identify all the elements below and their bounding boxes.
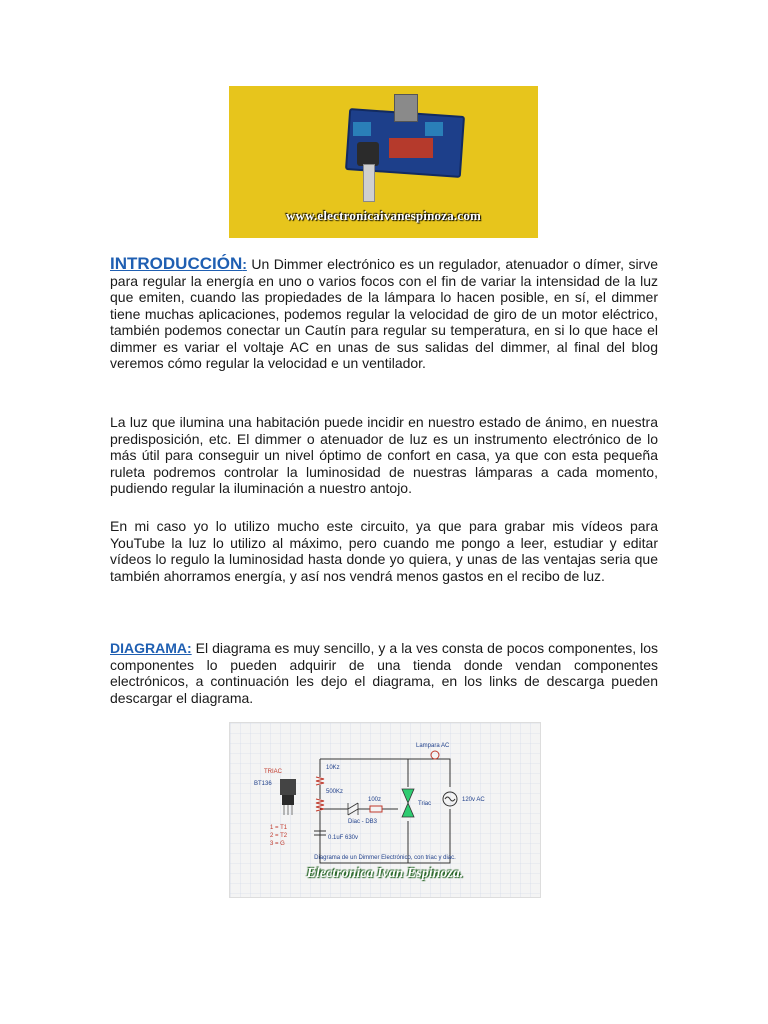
paragraph-3: En mi caso yo lo utilizo mucho este circuito, ya que para grabar mis vídeos para YouTube la luz lo utilizo al máximo, pero cuando me pongo a leer, estudiar y editar vídeos lo regulo la luminosidad hasta donde yo quiera, y unas de las ventajas seria que también ahorramos energía, y así nos vendrá menos gastos en el recibo de luz. [110, 518, 658, 584]
diagram-paragraph [110, 640, 658, 706]
capacitor [389, 138, 433, 158]
triac-symbol-label: Triac [418, 801, 432, 807]
triac-label: TRIAC [264, 769, 282, 775]
triac-heatsink [394, 94, 418, 122]
pin-label-1: 1 = T1 [270, 825, 288, 831]
potentiometer [357, 142, 379, 166]
lamp-label: Lampara AC [416, 743, 450, 749]
r1-label: 10Kz [326, 765, 340, 771]
terminal-block-left [353, 122, 371, 136]
intro-heading: INTRODUCCIÓN: [110, 254, 247, 273]
r2-label: 100z [368, 797, 382, 803]
bt136-label: BT136 [254, 781, 272, 787]
pin-label-2: 2 = T2 [270, 833, 288, 839]
source-label: 120v AC [462, 797, 485, 803]
diagram-watermark: Electronica Ivan Espinoza. [306, 866, 464, 881]
diac-label: Diac - DB3 [348, 819, 378, 825]
intro-paragraph [110, 256, 658, 372]
photo-watermark: www.electronicaivanespinoza.com [285, 208, 482, 223]
diagram-text: El diagrama es muy sencillo, y a la ves consta de pocos componentes, los componentes lo pueden adquirir de una tienda donde vendan componentes electrónicos, a continuación les dejo el diagrama, en los links de descarga pueden descargar el diagrama. [110, 640, 658, 706]
pot-label: 500Kz [326, 789, 344, 795]
circuit-diagram-image [229, 722, 541, 898]
intro-text: Un Dimmer electrónico es un regulador, atenuador o dímer, sirve para regular la energía en uno o varios focos con el fin de variar la intensidad de la luz que emiten, cuando las propiedades de la lámpara lo hacen posible, en sí, el dimmer tiene muchas aplicaciones, podemos regular la velocidad de giro de un motor eléctrico, también podemos conectar un Cautín para regular su temperatura, en si lo que hace el dimmer es variar el voltaje AC en unas de sus salidas del dimmer, al final del blog veremos cómo regular la velocidad e un ventilador. [110, 256, 658, 371]
pin-label-3: 3 = G [270, 841, 285, 847]
paragraph-2: La luz que ilumina una habitación puede incidir en nuestro estado de ánimo, en nuestra predisposición, etc. El dimmer o atenuador de luz es un instrumento electrónico de lo más útil para conseguir un nivel óptimo de confort en casa, ya que con esta pequeña ruleta podremos controlar la luminosidad de nuestras lámparas a cada momento, pudiendo regular la iluminación a nuestro antojo. [110, 414, 658, 496]
diagram-heading: DIAGRAMA: [110, 640, 192, 656]
diagram-caption: Diagrama de un Dimmer Electrónico, con triac y diac. [314, 855, 456, 861]
dimmer-photo [229, 86, 538, 238]
potentiometer-shaft [363, 164, 375, 202]
cap-label: 0.1uF 630v [328, 835, 359, 841]
terminal-block-right [425, 122, 443, 136]
